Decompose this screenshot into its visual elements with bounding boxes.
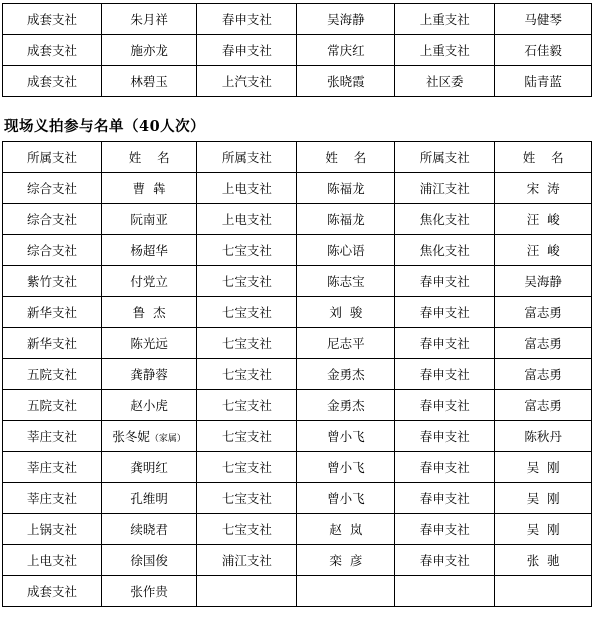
- name-cell: 孔维明: [101, 483, 196, 514]
- name-cell: 阮南亚: [101, 204, 196, 235]
- branch-cell: 焦化支社: [395, 204, 495, 235]
- branch-cell: 七宝支社: [197, 359, 297, 390]
- branch-cell: 春申支社: [395, 297, 495, 328]
- branch-cell: 成套支社: [3, 4, 102, 35]
- branch-cell: 七宝支社: [197, 328, 297, 359]
- name-cell: 宋 涛: [495, 173, 592, 204]
- name-cell: 陈秋丹: [495, 421, 592, 452]
- name-cell: 赵 岚: [297, 514, 395, 545]
- table-row: [3, 421, 592, 452]
- name-cell: 吴 刚: [495, 452, 592, 483]
- name-cell: 石佳毅: [495, 35, 592, 66]
- column-header: 姓 名: [101, 142, 196, 173]
- name-cell: 曾小飞: [297, 421, 395, 452]
- column-header: 所属支社: [197, 142, 297, 173]
- name-cell: 林碧玉: [101, 66, 196, 97]
- branch-cell: 春申支社: [395, 452, 495, 483]
- table-row: [3, 204, 592, 235]
- name-cell: 徐国俊: [101, 545, 196, 576]
- name-cell: 曾小飞: [297, 483, 395, 514]
- branch-cell: 五院支社: [3, 359, 102, 390]
- branch-cell: 莘庄支社: [3, 421, 102, 452]
- table-row: [3, 359, 592, 390]
- branch-cell: 上电支社: [197, 173, 297, 204]
- branch-cell: 春申支社: [197, 4, 297, 35]
- branch-cell: 新华支社: [3, 297, 102, 328]
- branch-cell: 社区委: [395, 66, 495, 97]
- table-row: [3, 173, 592, 204]
- name-cell: 龚静蓉: [101, 359, 196, 390]
- branch-cell: 莘庄支社: [3, 483, 102, 514]
- column-header: 所属支社: [3, 142, 102, 173]
- branch-cell: 上重支社: [395, 35, 495, 66]
- table-row: [3, 452, 592, 483]
- branch-cell: 综合支社: [3, 173, 102, 204]
- table-row: [3, 328, 592, 359]
- branch-cell: 成套支社: [3, 576, 102, 607]
- table-row: [3, 235, 592, 266]
- branch-cell: 春申支社: [395, 483, 495, 514]
- family-note: （家属）: [149, 434, 186, 444]
- name-cell: 张作贵: [101, 576, 196, 607]
- table-row: [3, 576, 592, 607]
- branch-cell: 成套支社: [3, 66, 102, 97]
- name-cell: 朱月祥: [101, 4, 196, 35]
- name-cell: 陈福龙: [297, 204, 395, 235]
- name-cell: 曹 犇: [101, 173, 196, 204]
- table-row: [3, 483, 592, 514]
- name-cell: 杨超华: [101, 235, 196, 266]
- name-cell: 吴海静: [297, 4, 395, 35]
- branch-cell: 综合支社: [3, 204, 102, 235]
- branch-cell: 七宝支社: [197, 297, 297, 328]
- column-header: 姓 名: [495, 142, 592, 173]
- name-cell: 马健琴: [495, 4, 592, 35]
- name-cell: 汪 峻: [495, 204, 592, 235]
- column-header: 姓 名: [297, 142, 395, 173]
- table-row: [3, 390, 592, 421]
- auction-participant-table: [2, 141, 592, 607]
- branch-cell: 莘庄支社: [3, 452, 102, 483]
- name-cell: 吴 刚: [495, 483, 592, 514]
- name-cell: 陈心语: [297, 235, 395, 266]
- name-cell: 陈福龙: [297, 173, 395, 204]
- branch-cell: 紫竹支社: [3, 266, 102, 297]
- name-cell: 陈光远: [101, 328, 196, 359]
- branch-cell: 浦江支社: [395, 173, 495, 204]
- name-cell: 常庆红: [297, 35, 395, 66]
- table-row: [3, 514, 592, 545]
- name-cell: 栾 彦: [297, 545, 395, 576]
- name-cell: 金勇杰: [297, 359, 395, 390]
- branch-cell: 新华支社: [3, 328, 102, 359]
- branch-cell: 春申支社: [197, 35, 297, 66]
- name-cell: 富志勇: [495, 359, 592, 390]
- name-cell: 吴 刚: [495, 514, 592, 545]
- branch-cell: 七宝支社: [197, 452, 297, 483]
- name-cell: 金勇杰: [297, 390, 395, 421]
- branch-cell: 上汽支社: [197, 66, 297, 97]
- branch-cell: 综合支社: [3, 235, 102, 266]
- name-cell: [495, 576, 592, 607]
- branch-cell: 七宝支社: [197, 514, 297, 545]
- name-cell: 富志勇: [495, 390, 592, 421]
- name-cell: 张晓霞: [297, 66, 395, 97]
- branch-cell: 七宝支社: [197, 390, 297, 421]
- branch-cell: [395, 576, 495, 607]
- name-cell: 曾小飞: [297, 452, 395, 483]
- table-row: [3, 545, 592, 576]
- branch-cell: 成套支社: [3, 35, 102, 66]
- branch-cell: 七宝支社: [197, 266, 297, 297]
- branch-cell: 春申支社: [395, 514, 495, 545]
- table-row: [3, 35, 592, 66]
- name-cell: 张冬妮（家属）: [101, 421, 196, 452]
- name-cell: 吴海静: [495, 266, 592, 297]
- branch-cell: 焦化支社: [395, 235, 495, 266]
- branch-cell: 春申支社: [395, 421, 495, 452]
- branch-cell: 上电支社: [3, 545, 102, 576]
- name-cell: 陆青蓝: [495, 66, 592, 97]
- branch-cell: 浦江支社: [197, 545, 297, 576]
- name-cell: 富志勇: [495, 328, 592, 359]
- branch-cell: 上电支社: [197, 204, 297, 235]
- name-cell: 尼志平: [297, 328, 395, 359]
- branch-cell: 春申支社: [395, 328, 495, 359]
- name-cell: 汪 峻: [495, 235, 592, 266]
- table-row: [3, 297, 592, 328]
- table-row: [3, 4, 592, 35]
- name-cell: 刘 骏: [297, 297, 395, 328]
- name-cell: 续晓君: [101, 514, 196, 545]
- table-row: [3, 66, 592, 97]
- name-cell: 付党立: [101, 266, 196, 297]
- section-title: 现场义拍参与名单（40人次）: [4, 118, 206, 135]
- name-cell: 鲁 杰: [101, 297, 196, 328]
- name-cell: 富志勇: [495, 297, 592, 328]
- name-cell: 龚明红: [101, 452, 196, 483]
- header-row: [3, 142, 592, 173]
- branch-cell: 上锅支社: [3, 514, 102, 545]
- branch-cell: 七宝支社: [197, 235, 297, 266]
- name-cell: 陈志宝: [297, 266, 395, 297]
- name-cell: [297, 576, 395, 607]
- table-row: [3, 266, 592, 297]
- branch-cell: [197, 576, 297, 607]
- column-header: 所属支社: [395, 142, 495, 173]
- branch-cell: 七宝支社: [197, 483, 297, 514]
- name-cell: 赵小虎: [101, 390, 196, 421]
- branch-cell: 春申支社: [395, 359, 495, 390]
- branch-cell: 五院支社: [3, 390, 102, 421]
- branch-cell: 春申支社: [395, 545, 495, 576]
- name-cell: 施亦龙: [101, 35, 196, 66]
- name-cell: 张 驰: [495, 545, 592, 576]
- branch-cell: 上重支社: [395, 4, 495, 35]
- branch-cell: 七宝支社: [197, 421, 297, 452]
- top-donor-table: [2, 3, 592, 97]
- branch-cell: 春申支社: [395, 266, 495, 297]
- branch-cell: 春申支社: [395, 390, 495, 421]
